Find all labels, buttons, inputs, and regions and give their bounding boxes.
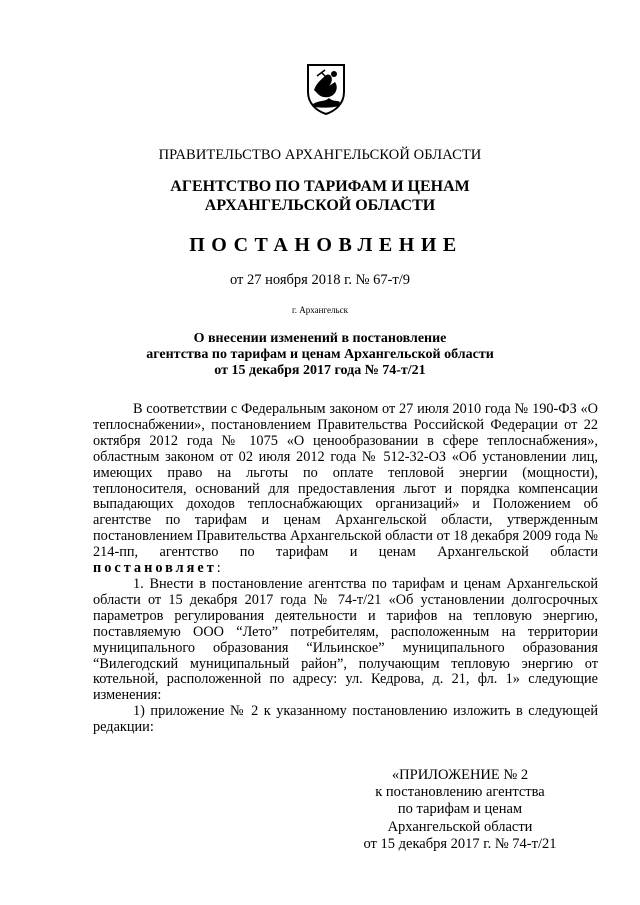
subject-line1: О внесении изменений в постановление [193, 331, 447, 346]
coat-of-arms-icon [305, 62, 347, 116]
document-subject [0, 331, 640, 379]
preamble-text: В соответствии с Федеральным законом от 27 июля 2010 года № 190-ФЗ «О теплоснабжении», постановлением Правительства Российской Федерации от 22 октября 2012 года № 1075 «О ценообразовании в сфере теплоснабжения», областным законом от 02 июля 2012 года № 512-32-ОЗ «Об установлении лиц, имеющих право на льготы по оплате тепловой энергии (мощности), теплоносителя, оснований для предоставления льгот и порядка компенсации выпадающих доходов теплоснабжающих организаций» и Положением об агентстве по тарифам и ценам Архангельской области, утвержденным постановлением Правительства Архангельской области от 18 декабря 2009 года № 214-пп, агентство по тарифам и ценам Архангельской области [93, 401, 598, 561]
decrees-word: постановляет [93, 560, 217, 577]
appendix-line5: от 15 декабря 2017 г. № 74-т/21 [363, 835, 557, 852]
document-body [93, 402, 598, 736]
appendix-line3: по тарифам и ценам [397, 801, 523, 818]
agency-name [0, 177, 640, 215]
document-type-title: ПОСТАНОВЛЕНИЕ [189, 234, 463, 256]
appendix-line4: Архангельской области [387, 818, 533, 835]
appendix-line2: к постановлению агентства [375, 784, 545, 801]
agency-name-line2: АРХАНГЕЛЬСКОЙ ОБЛАСТИ [204, 197, 436, 214]
preamble-paragraph: В соответствии с Федеральным законом от 27 июля 2010 года № 190-ФЗ «О теплоснабжении», постановлением Правительства Российской Федерации от 22 октября 2012 года № 1075 «О ценообразовании в сфере теплоснабжения», областным законом от 02 июля 2012 года № 512-32-ОЗ «Об установлении лиц, имеющих право на льготы по оплате тепловой энергии (мощности), теплоносителя, оснований для предоставления льгот и порядка компенсации выпадающих доходов теплоснабжающих организаций» и Положением об агентстве по тарифам и ценам Архангельской области, утвержденным постановлением Правительства Архангельской области от 18 декабря 2009 года № 214-пп, агентство по тарифам и ценам Архангельской области постановляет: [93, 401, 598, 577]
government-name: ПРАВИТЕЛЬСТВО АРХАНГЕЛЬСКОЙ ОБЛАСТИ [158, 147, 482, 163]
item-1-paragraph: 1. Внести в постановление агентства по тарифам и ценам Архангельской области от 15 декабря 2017 года № 74-т/21 «Об установлении долгосрочных параметров регулирования деятельности и тарифов на тепловую энергию, поставляемую ООО “Лето” потребителям, расположенным на территории муниципального образования “Ильинское” муниципального образования “Вилегодский муниципальный район”, получающим тепловую энергию от котельной, расположенной по адресу: ул. Кедрова, д. 21, фл. 1» следующие изменения: [93, 575, 598, 704]
subject-line3: от 15 декабря 2017 года № 74-т/21 [214, 363, 426, 378]
document-city: г. Архангельск [292, 305, 348, 315]
item-1-1-paragraph: 1) приложение № 2 к указанному постановлению изложить в следующей редакции: [93, 703, 598, 736]
appendix-heading [340, 767, 580, 853]
agency-name-line1: АГЕНТСТВО ПО ТАРИФАМ И ЦЕНАМ [170, 178, 470, 195]
subject-line2: агентства по тарифам и ценам Архангельской области [146, 347, 494, 362]
appendix-line1: «ПРИЛОЖЕНИЕ № 2 [391, 767, 529, 783]
document-date-number: от 27 ноября 2018 г. № 67-т/9 [229, 272, 411, 288]
